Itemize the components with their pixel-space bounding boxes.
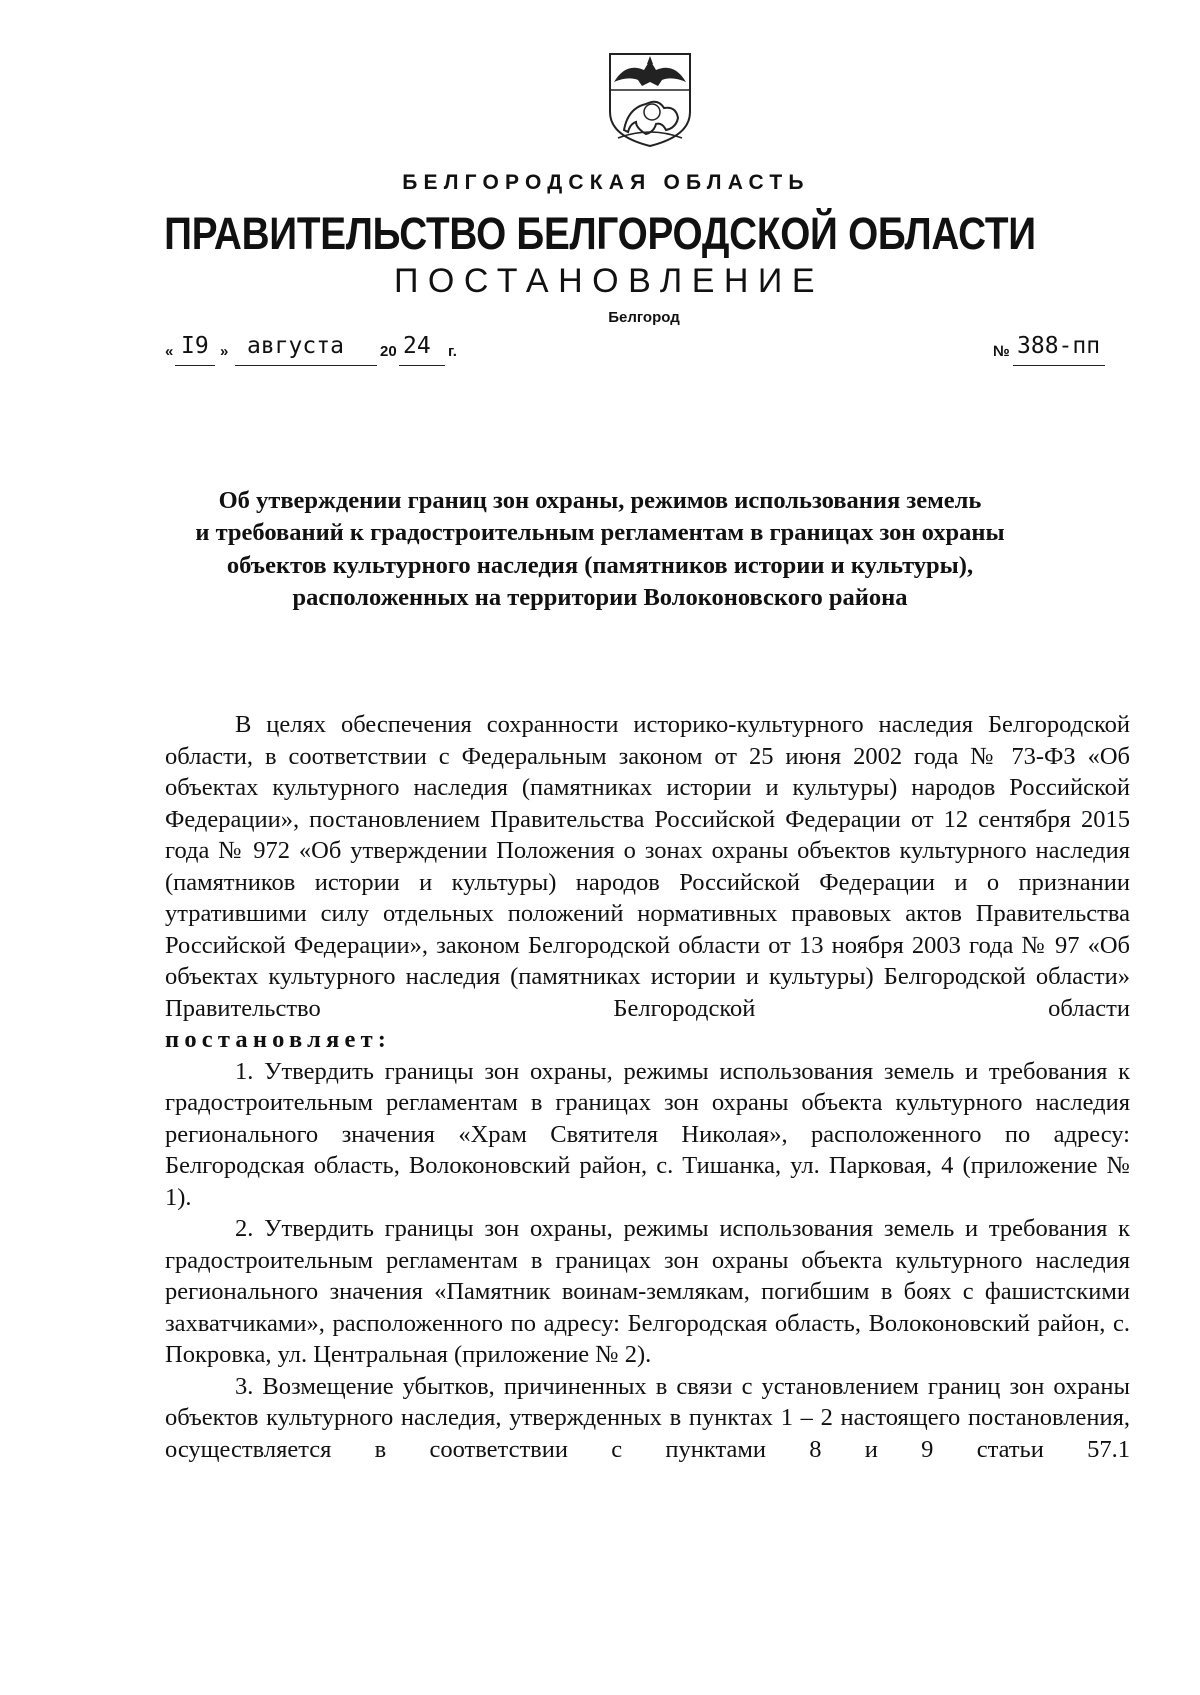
title-line: расположенных на территории Волоконовского района xyxy=(292,583,908,611)
preamble-paragraph: В целях обеспечения сохранности историко-культурного наследия Белгородской области, в соответствии с Федеральным законом от 25 июня 2002 года № 73-ФЗ «Об объектах культурного наследия (памятниках истории и культуры) народов Российской Федерации», постановлением Правительства Российской Федерации от 12 сентября 2015 года № 972 «Об утверждении Положения о зонах охраны объектов культурного наследия (памятников истории и культуры) народов Российской Федерации и о признании утратившими силу отдельных положений нормативных правовых актов Правительства Российской Федерации», законом Белгородской области от 13 ноября 2003 года № 97 «Об объектах культурного наследия (памятниках истории и культуры) Белгородской области» Правительство Белгородской области xyxy=(165,711,1130,1022)
document-body xyxy=(165,709,1130,1465)
number-underline xyxy=(1013,365,1105,366)
resolves-word: постановляет: xyxy=(165,1026,392,1053)
title-line: и требований к градостроительным регламентам в границах зон охраны xyxy=(195,519,1005,547)
month-underline xyxy=(235,365,377,366)
date-number-line xyxy=(165,333,1105,369)
date-year-suffix: 24 xyxy=(403,333,431,359)
city-name: Белгород xyxy=(608,309,680,326)
region-name: БЕЛГОРОДСКАЯ ОБЛАСТЬ xyxy=(402,171,810,194)
item-2-paragraph: 2. Утвердить границы зон охраны, режимы использования земель и требования к градостроительным регламентам в границах зон охраны объекта культурного наследия регионального значения «Памятник воинам-землякам, погибшим в боях с фашистскими захватчиками», расположенного по адресу: Белгородская область, Волоконовский район, с. Покровка, ул. Центральная (приложение № 2). xyxy=(165,1215,1130,1368)
coat-of-arms-emblem xyxy=(606,52,694,148)
document-number: 388-пп xyxy=(1017,333,1101,359)
date-year-mark: г. xyxy=(448,343,457,360)
item-3-paragraph: 3. Возмещение убытков, причиненных в связи с установлением границ зон охраны объектов культурного наследия, утвержденных в пунктах 1 – 2 настоящего постановления, осуществляется в соответствии с пунктами 8 и 9 статьи 57.1 xyxy=(165,1372,1130,1463)
document-type: ПОСТАНОВЛЕНИЕ xyxy=(393,262,825,300)
date-year-prefix: 20 xyxy=(380,343,397,360)
title-line: объектов культурного наследия (памятников истории и культуры), xyxy=(226,551,974,579)
number-label: № xyxy=(993,343,1010,360)
resolves-line xyxy=(165,1024,1130,1056)
government-name: ПРАВИТЕЛЬСТВО БЕЛГОРОДСКОЙ ОБЛАСТИ xyxy=(164,208,1036,259)
document-title xyxy=(140,485,1060,614)
date-close-quote: » xyxy=(220,343,229,360)
title-line: Об утверждении границ зон охраны, режимов использования земель xyxy=(218,487,982,514)
item-1-paragraph: 1. Утвердить границы зон охраны, режимы использования земель и требования к градостроительным регламентам в границах зон охраны объекта культурного наследия регионального значения «Храм Святителя Николая», расположенного по адресу: Белгородская область, Волоконовский район, с. Тишанка, ул. Парковая, 4 (приложение № 1). xyxy=(165,1057,1130,1211)
date-month: августа xyxy=(247,333,344,359)
day-underline xyxy=(175,365,215,366)
date-day: I9 xyxy=(181,333,209,359)
date-open-quote: « xyxy=(165,343,174,360)
year-underline xyxy=(399,365,445,366)
